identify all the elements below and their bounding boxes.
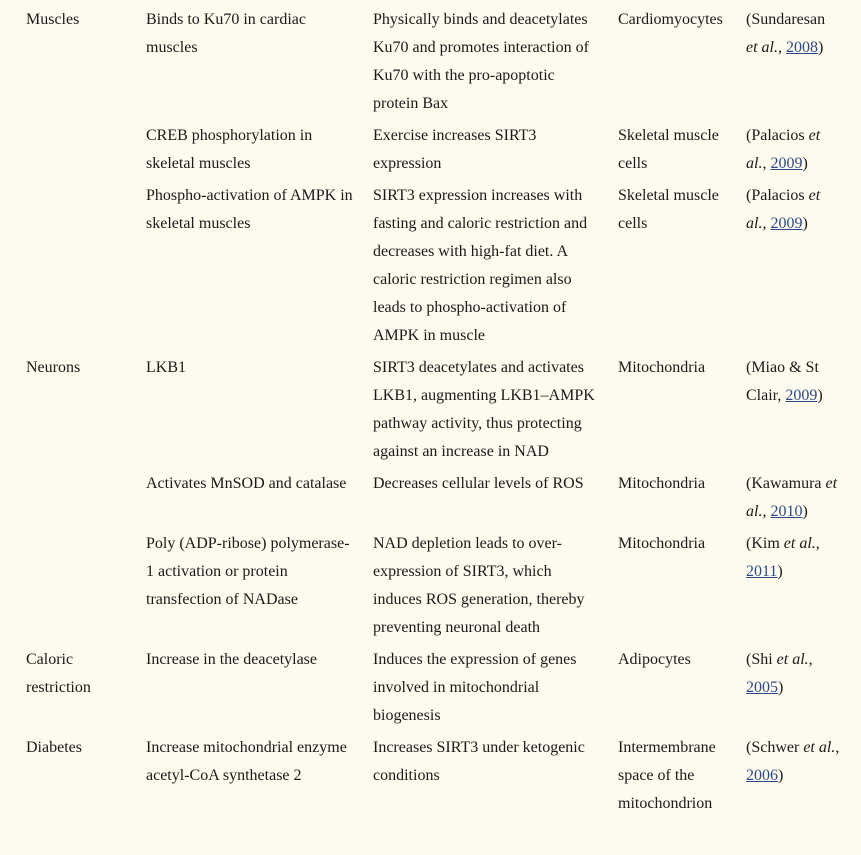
ref-sep: , (762, 155, 771, 172)
reference-year-link[interactable]: 2009 (785, 387, 818, 404)
effect-cell: NAD depletion leads to over-expression of SIRT3, which induces ROS generation, thereby preventing neuronal death (373, 535, 585, 636)
reference-year-link[interactable]: 2006 (746, 767, 778, 784)
reference-year-link[interactable]: 2009 (770, 155, 803, 172)
ref-close: ) (817, 387, 823, 404)
table-row (18, 122, 848, 182)
ref-sep: , (762, 215, 771, 232)
table-body (18, 6, 848, 822)
ref-authors: (Miao & St Clair (746, 359, 819, 404)
reference-cell (738, 646, 848, 734)
ref-close: ) (778, 679, 784, 696)
ref-authors: (Kim (746, 535, 784, 552)
condition-cell: Neurons (26, 359, 81, 376)
ref-sep: , (808, 651, 813, 668)
ref-sep: , (777, 387, 786, 404)
target-cell: Activates MnSOD and catalase (146, 475, 347, 492)
target-cell: Increase in the deacetylase (146, 651, 318, 668)
condition-cell (18, 530, 138, 646)
ref-close: ) (802, 215, 808, 232)
ref-authors: (Kawamura (746, 475, 826, 492)
ref-etal: et al. (746, 127, 821, 172)
condition-cell: Diabetes (26, 739, 82, 756)
effect-cell: Exercise increases SIRT3 expression (373, 127, 537, 172)
ref-close: ) (802, 503, 808, 520)
reference-year-link[interactable]: 2005 (746, 679, 778, 696)
reference-cell (738, 530, 848, 646)
ref-etal: et al. (776, 651, 809, 668)
location-cell: Skeletal muscle cells (618, 127, 719, 172)
ref-etal: et al. (783, 535, 816, 552)
ref-close: ) (818, 39, 824, 56)
table-row (18, 354, 848, 470)
effect-cell: SIRT3 expression increases with fasting and caloric restriction and decreases with high-fat diet. A caloric restriction regimen also leads to phospho-activation of AMPK in muscle (373, 187, 588, 344)
location-cell: Mitochondria (618, 535, 706, 552)
condition-cell (18, 470, 138, 530)
location-cell: Adipocytes (618, 651, 691, 668)
effect-cell: Induces the expression of genes involved in mitochondrial biogenesis (373, 651, 577, 724)
effect-cell: Decreases cellular levels of ROS (373, 475, 584, 492)
location-cell: Intermembrane space of the mitochondrion (618, 739, 716, 812)
target-cell: Phospho-activation of AMPK in skeletal muscles (146, 187, 353, 232)
table-row (18, 6, 848, 122)
ref-authors: (Palacios (746, 187, 809, 204)
ref-sep: , (835, 739, 840, 756)
condition-cell: Caloric restriction (26, 651, 91, 696)
ref-etal: et al. (746, 475, 838, 520)
reference-year-link[interactable]: 2010 (770, 503, 803, 520)
ref-etal: et al. (803, 739, 836, 756)
location-cell: Mitochondria (618, 359, 706, 376)
sirt3-table (18, 6, 848, 822)
ref-close: ) (777, 563, 783, 580)
target-cell: LKB1 (146, 359, 186, 376)
table-row (18, 470, 848, 530)
table-row (18, 530, 848, 646)
location-cell: Cardiomyocytes (618, 11, 723, 28)
reference-year-link[interactable]: 2008 (786, 39, 818, 56)
ref-sep: , (762, 503, 771, 520)
ref-authors: (Palacios (746, 127, 809, 144)
effect-cell: Increases SIRT3 under ketogenic conditions (373, 739, 585, 784)
target-cell: Poly (ADP-ribose) polymerase-1 activation or protein transfection of NADase (146, 535, 350, 608)
effect-cell: SIRT3 deacetylates and activates LKB1, augmenting LKB1–AMPK pathway activity, thus protecting against an increase in NAD (373, 359, 595, 460)
table-row (18, 182, 848, 354)
ref-sep: , (815, 535, 820, 552)
target-cell: Binds to Ku70 in cardiac muscles (146, 11, 306, 56)
reference-cell (738, 182, 848, 354)
ref-authors: (Sundaresan (746, 11, 826, 28)
ref-etal: et al. (746, 39, 778, 56)
reference-cell (738, 122, 848, 182)
reference-year-link[interactable]: 2011 (746, 563, 778, 580)
location-cell: Skeletal muscle cells (618, 187, 719, 232)
target-cell: CREB phosphorylation in skeletal muscles (146, 127, 313, 172)
ref-close: ) (778, 767, 784, 784)
ref-etal: et al. (746, 187, 821, 232)
target-cell: Increase mitochondrial enzyme acetyl-CoA synthetase 2 (146, 739, 347, 784)
ref-sep: , (778, 39, 786, 56)
reference-cell (738, 470, 848, 530)
reference-cell (738, 734, 848, 822)
reference-year-link[interactable]: 2009 (770, 215, 803, 232)
reference-cell (738, 354, 848, 470)
location-cell: Mitochondria (618, 475, 706, 492)
reference-cell (738, 6, 848, 122)
condition-cell: Muscles (26, 11, 80, 28)
ref-close: ) (802, 155, 808, 172)
ref-authors: (Schwer (746, 739, 804, 756)
table-row (18, 646, 848, 734)
condition-cell (18, 182, 138, 354)
ref-authors: (Shi (746, 651, 777, 668)
condition-cell (18, 122, 138, 182)
effect-cell: Physically binds and deacetylates Ku70 and promotes interaction of Ku70 with the pro-apoptotic protein Bax (373, 11, 589, 112)
table-row (18, 734, 848, 822)
